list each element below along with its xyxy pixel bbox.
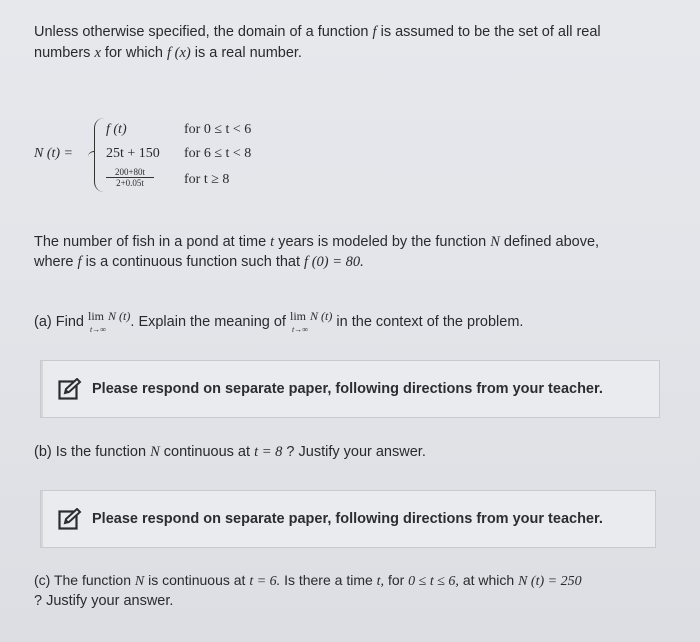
problem-text-a: The number of fish in a pond at time: [34, 234, 267, 250]
problem-line-2: [34, 252, 364, 272]
intro-f: f: [372, 24, 377, 40]
part-c-ineq: 0 ≤ t ≤ 6,: [408, 574, 459, 589]
intro-text-end: is assumed to be the set of all real: [380, 24, 601, 40]
intro-numbers: numbers: [34, 45, 91, 61]
part-a-lim-2: lim: [290, 309, 307, 323]
piece-2-cond: for 6 ≤ t < 8: [184, 146, 252, 161]
part-a-question: [34, 309, 524, 334]
piecewise-lhs: N (t) =: [34, 146, 73, 161]
part-c-eq2: N (t) = 250: [518, 574, 582, 589]
part-c-eq1: t = 6.: [249, 574, 281, 589]
part-a-lim-1: lim: [88, 309, 105, 323]
response-box-a-edge: [41, 361, 43, 417]
response-box-b-text: Please respond on separate paper, following directions from your teacher.: [92, 511, 603, 527]
piece-1-cond: for 0 ≤ t < 6: [184, 122, 252, 137]
piece-3-fraction: [106, 167, 154, 188]
piece-3-cond: for t ≥ 8: [184, 172, 230, 187]
intro-fx: f (x): [166, 45, 191, 61]
piece-2-expr: 25t + 150: [106, 146, 160, 161]
part-c-question-line-2: ? Justify your answer.: [34, 593, 174, 609]
intro-line-1: [34, 22, 601, 42]
part-b-eq: t = 8: [254, 444, 283, 460]
part-a-prefix: (a) Find: [34, 314, 84, 330]
problem-text-c: defined above,: [503, 234, 600, 250]
response-box-b-edge: [41, 491, 43, 547]
part-a-lim-sub-2: t→∞: [292, 325, 308, 334]
problem-where: where: [34, 254, 74, 270]
intro-for-which: for which: [104, 45, 163, 61]
part-b-mid: continuous at: [163, 444, 251, 460]
piece-3-denominator: 2+0.05t: [116, 178, 144, 188]
part-c-mid1: is continuous at: [148, 572, 246, 588]
problem-t: t: [270, 234, 275, 250]
part-b-suffix: ? Justify your answer.: [286, 444, 426, 460]
part-a-limit-1: [88, 306, 106, 334]
part-b-question: [34, 442, 426, 462]
intro-line-2: [34, 43, 302, 63]
response-box-a-text: Please respond on separate paper, following directions from your teacher.: [92, 381, 603, 397]
piece-3-numerator: 200+80t: [106, 167, 154, 178]
piece-1-expr: f (t): [106, 122, 127, 137]
part-b-prefix: (b) Is the function: [34, 444, 147, 460]
problem-text-d: is a continuous function such that: [85, 254, 301, 270]
part-c-t: t,: [376, 574, 385, 589]
intro-x: x: [94, 45, 101, 61]
problem-line-1: [34, 232, 599, 252]
part-c-mid2: Is there a time: [284, 572, 373, 588]
response-box-b[interactable]: [40, 490, 656, 548]
part-c-mid4: at which: [462, 572, 515, 588]
edit-icon: [58, 508, 82, 530]
piecewise-brace: [94, 118, 105, 192]
part-c-mid3: for: [387, 572, 405, 588]
part-b-N: N: [150, 444, 160, 460]
problem-text-b: years is modeled by the function: [278, 234, 487, 250]
part-c-question-line-1: [34, 570, 582, 592]
problem-f0: f (0) = 80.: [304, 254, 364, 270]
intro-text: Unless otherwise specified, the domain of a function: [34, 24, 369, 40]
part-a-mid: . Explain the meaning of: [130, 314, 286, 330]
part-a-func-1: N (t): [108, 309, 131, 323]
intro-real-number: is a real number.: [194, 45, 302, 61]
problem-N: N: [490, 234, 500, 250]
part-a-limit-2: [290, 306, 308, 334]
part-c-N: N: [134, 574, 145, 589]
part-a-lim-sub-1: t→∞: [90, 325, 106, 334]
response-box-a[interactable]: [40, 360, 660, 418]
part-a-func-2: N (t): [310, 309, 333, 323]
part-a-suffix: in the context of the problem.: [336, 314, 524, 330]
edit-icon: [58, 378, 82, 400]
part-c-prefix: (c) The function: [34, 572, 132, 588]
problem-f: f: [77, 254, 82, 270]
